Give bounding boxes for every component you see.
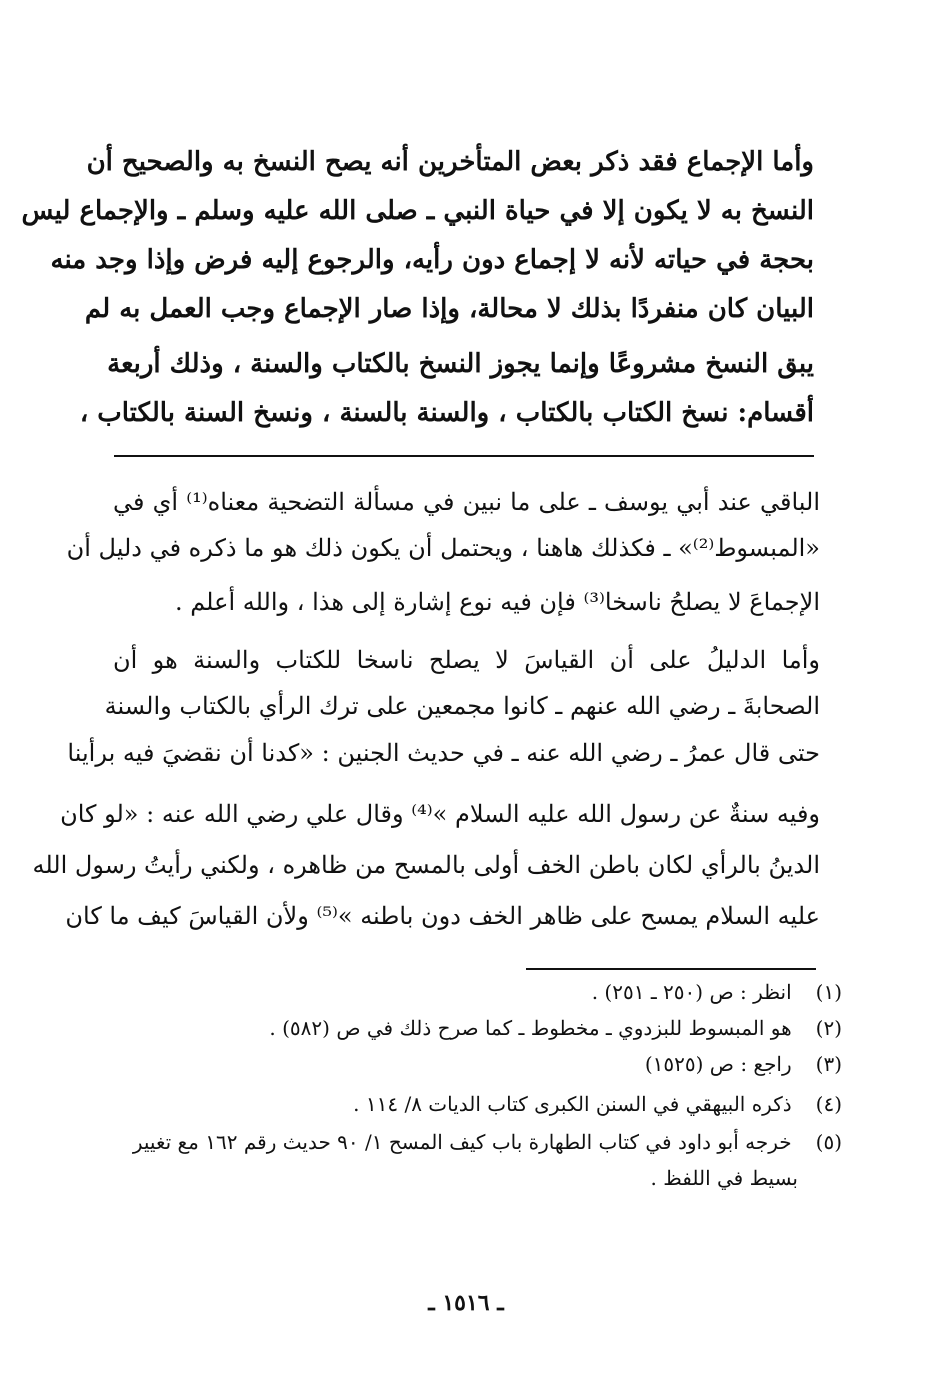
commentary-line: الإجماعَ لا يصلحُ ناسخا⁽³⁾ فإن فيه نوع إشارة إلى هذا ، والله أعلم . bbox=[174, 588, 820, 616]
commentary-line: وفيه سنةٌ عن رسول الله عليه السلام »⁽⁴⁾ وقال علي رضي الله عنه : «لو كان bbox=[60, 800, 820, 828]
commentary-line: عليه السلام يمسح على ظاهر الخف دون باطنه »⁽⁵⁾ ولأن القياسَ كيف ما كان bbox=[65, 902, 820, 930]
main-text-line: يبق النسخ مشروعًا وإنما يجوز النسخ بالكتاب والسنة ، وذلك أربعة bbox=[107, 349, 814, 379]
footnote-number: (٥) bbox=[815, 1130, 842, 1154]
footnote-item bbox=[97, 1126, 842, 1158]
footnote-number: (٣) bbox=[815, 1052, 842, 1076]
footnote-number: (٢) bbox=[815, 1016, 842, 1040]
main-text-line: بحجة في حياته لأنه لا إجماع دون رأيه، والرجوع إليه فرض وإذا وجد منه bbox=[50, 245, 814, 275]
footnote-number: (٤) bbox=[815, 1092, 842, 1116]
footnote-text: ذكره البيهقي في السنن الكبرى كتاب الديات ٨/ ١١٤ . bbox=[353, 1092, 792, 1116]
page-number: ـ ١٥١٦ ـ bbox=[428, 1290, 504, 1316]
footnote-text: هو المبسوط للبزدوي ـ مخطوط ـ كما صرح ذلك في ص (٥٨٢) . bbox=[269, 1016, 792, 1040]
main-text-line: البيان كان منفردًا بذلك لا محالة، وإذا صار الإجماع وجب العمل به لم bbox=[84, 294, 814, 324]
footnote-separator-rule bbox=[526, 968, 816, 970]
footnote-continuation bbox=[97, 1162, 842, 1194]
commentary-line: حتى قال عمرُ ـ رضي الله عنه ـ في حديث الجنين : «كدنا أن نقضيَ فيه برأينا bbox=[67, 739, 820, 767]
footnote-text: انظر : ص (٢٥٠ ـ ٢٥١) . bbox=[591, 980, 792, 1004]
commentary-line: الصحابةَ ـ رضي الله عنهم ـ كانوا مجمعين على ترك الرأي بالكتاب والسنة bbox=[104, 692, 820, 720]
main-text-line: وأما الإجماع فقد ذكر بعض المتأخرين أنه يصح النسخ به والصحيح أن bbox=[86, 147, 814, 177]
footnote-number: (١) bbox=[815, 980, 842, 1004]
commentary-line: الباقي عند أبي يوسف ـ على ما نبين في مسألة التضحية معناه⁽¹⁾ أي في bbox=[113, 488, 821, 516]
main-text-line: النسخ به لا يكون إلا في حياة النبي ـ صلى الله عليه وسلم ـ والإجماع ليس bbox=[21, 196, 814, 226]
footnote-item bbox=[97, 976, 842, 1008]
footnote-text: خرجه أبو داود في كتاب الطهارة باب كيف المسح ١/ ٩٠ حديث رقم ١٦٢ مع تغيير bbox=[132, 1130, 792, 1154]
commentary-line: الدينُ بالرأي لكان باطن الخف أولى بالمسح من ظاهره ، ولكني رأيتُ رسول الله bbox=[32, 851, 820, 879]
commentary-line: «المبسوط⁽²⁾» ـ فكذلك هاهنا ، ويحتمل أن يكون ذلك هو ما ذكره في دليل أن bbox=[66, 534, 820, 562]
main-separator-rule bbox=[114, 455, 814, 457]
commentary-line: وأما الدليلُ على أن القياسَ لا يصلح ناسخا للكتاب والسنة هو أن bbox=[113, 646, 820, 674]
footnote-text: بسيط في اللفظ . bbox=[650, 1166, 798, 1190]
main-text-line: أقسام: نسخ الكتاب بالكتاب ، والسنة بالسنة ، ونسخ السنة بالكتاب ، bbox=[79, 398, 814, 428]
footnote-item bbox=[97, 1088, 842, 1120]
footnote-item bbox=[97, 1012, 842, 1044]
footnote-text: راجع : ص (١٥٢٥) bbox=[644, 1052, 792, 1076]
footnote-item bbox=[97, 1048, 842, 1080]
